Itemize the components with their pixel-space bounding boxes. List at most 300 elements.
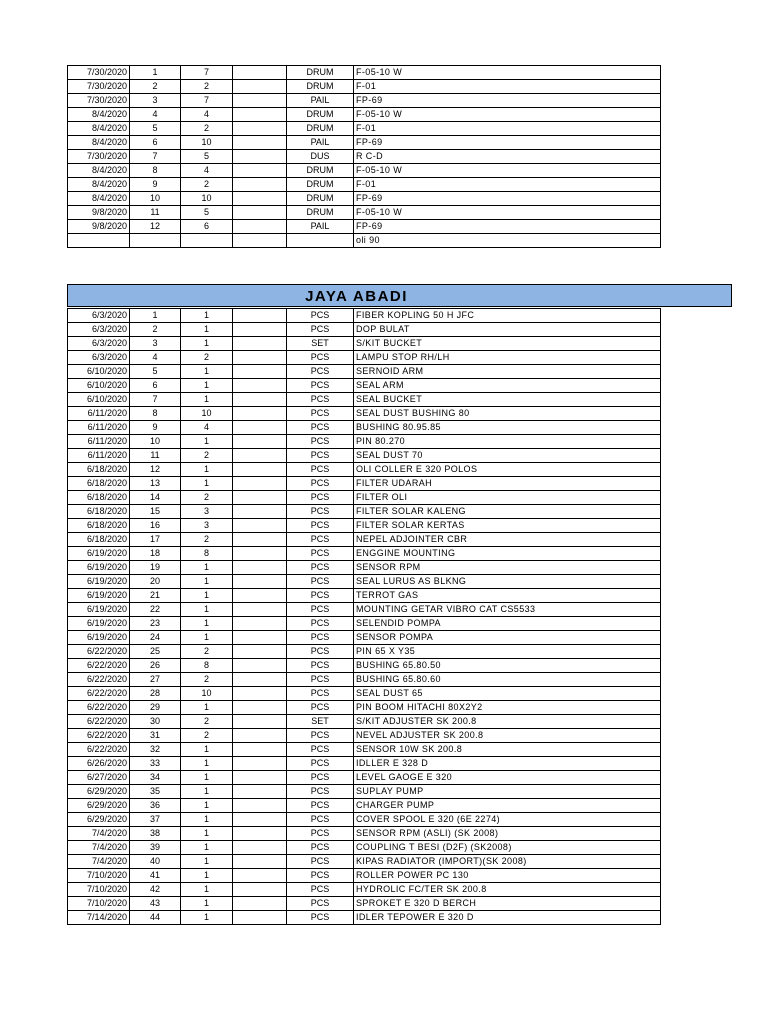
date-cell: 6/22/2020 — [68, 743, 130, 757]
item-cell: SUPLAY PUMP — [354, 785, 661, 799]
item-cell: FP-69 — [354, 94, 661, 108]
unit-cell: PAIL — [287, 220, 354, 234]
number-cell: 5 — [130, 122, 181, 136]
date-cell: 7/10/2020 — [68, 883, 130, 897]
unit-cell: DRUM — [287, 80, 354, 94]
item-cell: COVER SPOOL E 320 (6E 2274) — [354, 813, 661, 827]
unit-cell: DRUM — [287, 108, 354, 122]
date-cell: 6/29/2020 — [68, 799, 130, 813]
item-cell: SEAL LURUS AS BLKNG — [354, 575, 661, 589]
date-cell: 7/30/2020 — [68, 80, 130, 94]
number-cell: 44 — [130, 911, 181, 925]
blank-cell — [233, 407, 287, 421]
item-cell: SELENDID POMPA — [354, 617, 661, 631]
item-cell: ENGGINE MOUNTING — [354, 547, 661, 561]
table-row — [68, 785, 661, 799]
number-cell: 7 — [130, 150, 181, 164]
table-row — [68, 491, 661, 505]
number-cell: 17 — [130, 533, 181, 547]
quantity-cell: 1 — [181, 435, 233, 449]
quantity-cell: 1 — [181, 323, 233, 337]
table-row — [68, 463, 661, 477]
unit-cell: PCS — [287, 407, 354, 421]
table-row — [68, 449, 661, 463]
blank-cell — [233, 220, 287, 234]
blank-cell — [233, 164, 287, 178]
blank-cell — [233, 911, 287, 925]
table-row — [68, 897, 661, 911]
unit-cell: PCS — [287, 435, 354, 449]
blank-cell — [233, 855, 287, 869]
date-cell: 6/11/2020 — [68, 407, 130, 421]
quantity-cell: 1 — [181, 855, 233, 869]
date-cell: 9/8/2020 — [68, 220, 130, 234]
item-cell: FIBER KOPLING 50 H JFC — [354, 309, 661, 323]
table-row — [68, 477, 661, 491]
number-cell: 8 — [130, 407, 181, 421]
item-cell: FP-69 — [354, 136, 661, 150]
blank-cell — [233, 379, 287, 393]
unit-cell: PCS — [287, 855, 354, 869]
date-cell: 6/22/2020 — [68, 645, 130, 659]
jaya-abadi-table-body — [68, 309, 661, 925]
item-cell: F-05-10 W — [354, 206, 661, 220]
date-cell: 6/11/2020 — [68, 421, 130, 435]
unit-cell: PCS — [287, 701, 354, 715]
table-row — [68, 561, 661, 575]
date-cell: 6/29/2020 — [68, 785, 130, 799]
quantity-cell: 2 — [181, 491, 233, 505]
blank-cell — [233, 841, 287, 855]
number-cell: 13 — [130, 477, 181, 491]
quantity-cell: 3 — [181, 519, 233, 533]
table-row — [68, 66, 661, 80]
unit-cell: DRUM — [287, 178, 354, 192]
item-cell: HYDROLIC FC/TER SK 200.8 — [354, 883, 661, 897]
unit-cell: PCS — [287, 323, 354, 337]
number-cell: 22 — [130, 603, 181, 617]
quantity-cell: 1 — [181, 463, 233, 477]
number-cell: 8 — [130, 164, 181, 178]
date-cell: 7/10/2020 — [68, 869, 130, 883]
quantity-cell: 1 — [181, 911, 233, 925]
unit-cell: PCS — [287, 771, 354, 785]
blank-cell — [233, 631, 287, 645]
quantity-cell: 6 — [181, 220, 233, 234]
date-cell: 6/3/2020 — [68, 323, 130, 337]
note-cell: oli 90 — [354, 234, 661, 248]
quantity-cell: 1 — [181, 603, 233, 617]
item-cell: FP-69 — [354, 192, 661, 206]
unit-cell: PCS — [287, 393, 354, 407]
blank-cell — [233, 869, 287, 883]
date-cell: 6/18/2020 — [68, 463, 130, 477]
table-row — [68, 533, 661, 547]
table-row — [68, 883, 661, 897]
quantity-cell: 4 — [181, 164, 233, 178]
table-row — [68, 164, 661, 178]
date-cell: 8/4/2020 — [68, 108, 130, 122]
number-cell: 20 — [130, 575, 181, 589]
quantity-cell: 5 — [181, 150, 233, 164]
quantity-cell: 1 — [181, 883, 233, 897]
quantity-cell: 10 — [181, 192, 233, 206]
blank-cell — [233, 309, 287, 323]
date-cell: 6/19/2020 — [68, 561, 130, 575]
quantity-cell: 1 — [181, 631, 233, 645]
item-cell: SEAL BUCKET — [354, 393, 661, 407]
number-cell: 28 — [130, 687, 181, 701]
number-cell: 31 — [130, 729, 181, 743]
item-cell: F-01 — [354, 178, 661, 192]
item-cell: BUSHING 65.80.60 — [354, 673, 661, 687]
unit-cell: PCS — [287, 743, 354, 757]
item-cell: SEAL DUST 65 — [354, 687, 661, 701]
number-cell: 30 — [130, 715, 181, 729]
table-row — [68, 365, 661, 379]
date-cell: 6/22/2020 — [68, 673, 130, 687]
item-cell: FP-69 — [354, 220, 661, 234]
unit-cell: PCS — [287, 813, 354, 827]
item-cell: FILTER UDARAH — [354, 477, 661, 491]
unit-cell: PCS — [287, 603, 354, 617]
table-row — [68, 505, 661, 519]
blank-cell — [233, 178, 287, 192]
unit-cell: PCS — [287, 309, 354, 323]
unit-cell: PCS — [287, 519, 354, 533]
table-row — [68, 841, 661, 855]
number-cell: 5 — [130, 365, 181, 379]
item-cell: PIN BOOM HITACHI 80X2Y2 — [354, 701, 661, 715]
item-cell: S/KIT BUCKET — [354, 337, 661, 351]
table-row — [68, 192, 661, 206]
unit-cell: PCS — [287, 491, 354, 505]
blank-cell — [233, 799, 287, 813]
table-row — [68, 687, 661, 701]
date-cell: 7/4/2020 — [68, 827, 130, 841]
date-cell: 6/22/2020 — [68, 701, 130, 715]
blank-cell — [233, 659, 287, 673]
number-cell: 11 — [130, 449, 181, 463]
blank-cell — [233, 94, 287, 108]
unit-cell: PCS — [287, 505, 354, 519]
unit-cell: DRUM — [287, 192, 354, 206]
item-cell: R C-D — [354, 150, 661, 164]
date-cell: 6/3/2020 — [68, 351, 130, 365]
date-cell: 6/22/2020 — [68, 659, 130, 673]
blank-cell — [233, 771, 287, 785]
unit-cell: PCS — [287, 421, 354, 435]
table-row — [68, 603, 661, 617]
number-cell: 11 — [130, 206, 181, 220]
item-cell: LAMPU STOP RH/LH — [354, 351, 661, 365]
table-row — [68, 617, 661, 631]
table-row — [68, 94, 661, 108]
blank-cell — [233, 449, 287, 463]
quantity-cell: 1 — [181, 477, 233, 491]
item-cell: MOUNTING GETAR VIBRO CAT CS5533 — [354, 603, 661, 617]
item-cell: F-05-10 W — [354, 66, 661, 80]
unit-cell: PCS — [287, 785, 354, 799]
unit-cell: PAIL — [287, 136, 354, 150]
unit-cell: SET — [287, 715, 354, 729]
item-cell: F-05-10 W — [354, 108, 661, 122]
table-row — [68, 206, 661, 220]
unit-cell: PCS — [287, 841, 354, 855]
number-cell: 9 — [130, 421, 181, 435]
number-cell: 23 — [130, 617, 181, 631]
top-table — [67, 65, 661, 248]
table-row — [68, 575, 661, 589]
quantity-cell: 8 — [181, 659, 233, 673]
item-cell: F-01 — [354, 80, 661, 94]
quantity-cell: 2 — [181, 449, 233, 463]
number-cell: 3 — [130, 94, 181, 108]
date-cell: 6/18/2020 — [68, 505, 130, 519]
table-row — [68, 393, 661, 407]
unit-cell: DRUM — [287, 122, 354, 136]
number-cell: 39 — [130, 841, 181, 855]
unit-cell: PCS — [287, 589, 354, 603]
unit-cell: PCS — [287, 533, 354, 547]
unit-cell: PCS — [287, 729, 354, 743]
blank-cell — [233, 365, 287, 379]
unit-cell: PCS — [287, 463, 354, 477]
quantity-cell: 4 — [181, 421, 233, 435]
item-cell: ROLLER POWER PC 130 — [354, 869, 661, 883]
date-cell: 6/19/2020 — [68, 589, 130, 603]
unit-cell: DRUM — [287, 164, 354, 178]
item-cell: SENSOR POMPA — [354, 631, 661, 645]
date-cell: 6/3/2020 — [68, 337, 130, 351]
number-cell: 1 — [130, 309, 181, 323]
blank-cell — [233, 533, 287, 547]
blank-cell — [233, 687, 287, 701]
quantity-cell: 2 — [181, 122, 233, 136]
quantity-cell: 1 — [181, 617, 233, 631]
unit-cell: PCS — [287, 631, 354, 645]
number-cell: 25 — [130, 645, 181, 659]
blank-cell — [233, 323, 287, 337]
number-cell: 38 — [130, 827, 181, 841]
item-cell: IDLLER E 328 D — [354, 757, 661, 771]
table-row — [68, 519, 661, 533]
blank-cell — [233, 827, 287, 841]
number-cell: 43 — [130, 897, 181, 911]
number-cell: 16 — [130, 519, 181, 533]
date-cell: 6/18/2020 — [68, 533, 130, 547]
quantity-cell: 1 — [181, 309, 233, 323]
number-cell: 6 — [130, 136, 181, 150]
item-cell: CHARGER PUMP — [354, 799, 661, 813]
blank-cell — [233, 150, 287, 164]
quantity-cell: 1 — [181, 701, 233, 715]
item-cell: LEVEL GAOGE E 320 — [354, 771, 661, 785]
quantity-cell: 1 — [181, 379, 233, 393]
table-row — [68, 911, 661, 925]
date-cell: 7/4/2020 — [68, 841, 130, 855]
date-cell: 6/18/2020 — [68, 491, 130, 505]
unit-cell: PCS — [287, 659, 354, 673]
date-cell: 6/18/2020 — [68, 477, 130, 491]
table-row — [68, 309, 661, 323]
quantity-cell: 1 — [181, 813, 233, 827]
quantity-cell: 2 — [181, 80, 233, 94]
date-cell: 7/30/2020 — [68, 66, 130, 80]
blank-cell — [233, 589, 287, 603]
table-row — [68, 323, 661, 337]
table-row — [68, 757, 661, 771]
date-cell: 6/19/2020 — [68, 603, 130, 617]
quantity-cell: 1 — [181, 869, 233, 883]
blank-cell — [233, 603, 287, 617]
item-cell: TERROT GAS — [354, 589, 661, 603]
table-row — [68, 421, 661, 435]
table-row — [68, 869, 661, 883]
blank-cell — [233, 351, 287, 365]
blank-cell — [233, 785, 287, 799]
section-header-jaya-abadi — [67, 284, 732, 307]
quantity-cell: 1 — [181, 799, 233, 813]
table-row — [68, 743, 661, 757]
number-cell: 6 — [130, 379, 181, 393]
date-cell: 8/4/2020 — [68, 192, 130, 206]
number-cell: 41 — [130, 869, 181, 883]
number-cell: 15 — [130, 505, 181, 519]
item-cell: FILTER OLI — [354, 491, 661, 505]
blank-cell — [233, 729, 287, 743]
date-cell: 6/11/2020 — [68, 449, 130, 463]
table-row — [68, 771, 661, 785]
number-cell: 4 — [130, 351, 181, 365]
unit-cell: PCS — [287, 897, 354, 911]
date-cell: 7/30/2020 — [68, 94, 130, 108]
quantity-cell: 8 — [181, 547, 233, 561]
quantity-cell: 10 — [181, 687, 233, 701]
number-cell: 24 — [130, 631, 181, 645]
blank-cell — [233, 108, 287, 122]
quantity-cell: 2 — [181, 533, 233, 547]
table-row — [68, 813, 661, 827]
number-cell: 10 — [130, 192, 181, 206]
unit-cell: PCS — [287, 449, 354, 463]
number-cell: 14 — [130, 491, 181, 505]
blank-cell — [233, 757, 287, 771]
unit-cell: PCS — [287, 645, 354, 659]
blank-cell — [233, 491, 287, 505]
date-cell: 6/29/2020 — [68, 813, 130, 827]
table-row — [68, 108, 661, 122]
date-cell: 7/30/2020 — [68, 150, 130, 164]
date-cell: 6/27/2020 — [68, 771, 130, 785]
number-cell: 10 — [130, 435, 181, 449]
blank-cell — [233, 80, 287, 94]
unit-cell: DRUM — [287, 66, 354, 80]
number-cell: 36 — [130, 799, 181, 813]
quantity-cell: 1 — [181, 393, 233, 407]
date-cell: 8/4/2020 — [68, 136, 130, 150]
number-cell: 12 — [130, 220, 181, 234]
quantity-cell: 1 — [181, 827, 233, 841]
item-cell: DOP BULAT — [354, 323, 661, 337]
date-cell: 7/4/2020 — [68, 855, 130, 869]
item-cell: SENSOR RPM (ASLI) (SK 2008) — [354, 827, 661, 841]
unit-cell: PCS — [287, 477, 354, 491]
quantity-cell: 1 — [181, 365, 233, 379]
blank-cell — [233, 561, 287, 575]
table-row — [68, 136, 661, 150]
unit-cell: PCS — [287, 575, 354, 589]
date-cell: 6/22/2020 — [68, 687, 130, 701]
quantity-cell: 1 — [181, 757, 233, 771]
table-row — [68, 220, 661, 234]
table-row — [68, 80, 661, 94]
quantity-cell: 2 — [181, 673, 233, 687]
table-row — [68, 351, 661, 365]
table-row — [68, 659, 661, 673]
number-cell: 1 — [130, 66, 181, 80]
number-cell: 37 — [130, 813, 181, 827]
item-cell: IDLER TEPOWER E 320 D — [354, 911, 661, 925]
quantity-cell: 2 — [181, 178, 233, 192]
date-cell: 6/19/2020 — [68, 547, 130, 561]
item-cell: FILTER SOLAR KALENG — [354, 505, 661, 519]
unit-cell: PCS — [287, 911, 354, 925]
date-cell: 6/10/2020 — [68, 379, 130, 393]
item-cell: NEVEL ADJUSTER SK 200.8 — [354, 729, 661, 743]
item-cell: NEPEL ADJOINTER CBR — [354, 533, 661, 547]
table-row — [68, 337, 661, 351]
unit-cell: PCS — [287, 547, 354, 561]
blank-cell — [233, 813, 287, 827]
date-cell: 6/18/2020 — [68, 519, 130, 533]
table-row — [68, 729, 661, 743]
number-cell: 4 — [130, 108, 181, 122]
note-row — [68, 234, 661, 248]
number-cell: 19 — [130, 561, 181, 575]
table-row — [68, 435, 661, 449]
date-cell: 6/10/2020 — [68, 365, 130, 379]
blank-cell — [233, 192, 287, 206]
blank-cell — [233, 393, 287, 407]
table-row — [68, 855, 661, 869]
table-row — [68, 547, 661, 561]
blank-cell — [233, 122, 287, 136]
item-cell: SEAL ARM — [354, 379, 661, 393]
item-cell: S/KIT ADJUSTER SK 200.8 — [354, 715, 661, 729]
item-cell: COUPLING T BESI (D2F) (SK2008) — [354, 841, 661, 855]
blank-cell — [233, 883, 287, 897]
unit-cell: PCS — [287, 687, 354, 701]
item-cell: F-01 — [354, 122, 661, 136]
quantity-cell: 1 — [181, 771, 233, 785]
date-cell: 6/26/2020 — [68, 757, 130, 771]
number-cell: 32 — [130, 743, 181, 757]
quantity-cell: 2 — [181, 351, 233, 365]
blank-cell — [233, 575, 287, 589]
quantity-cell: 7 — [181, 94, 233, 108]
number-cell: 27 — [130, 673, 181, 687]
table-row — [68, 150, 661, 164]
blank-cell — [233, 66, 287, 80]
number-cell: 42 — [130, 883, 181, 897]
quantity-cell: 2 — [181, 645, 233, 659]
date-cell: 6/11/2020 — [68, 435, 130, 449]
unit-cell: PCS — [287, 883, 354, 897]
unit-cell: PCS — [287, 827, 354, 841]
quantity-cell: 1 — [181, 589, 233, 603]
unit-cell: DRUM — [287, 206, 354, 220]
